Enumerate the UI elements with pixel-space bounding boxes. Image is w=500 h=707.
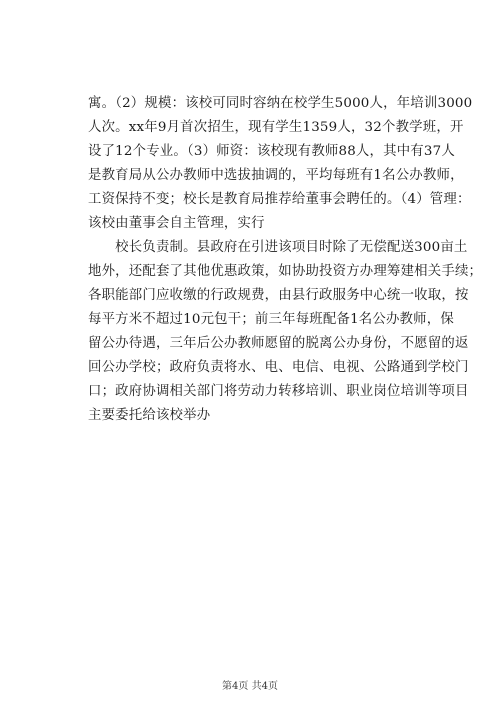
paragraph-line: 工资保持不变；校长是教育局推荐给董事会聘任的。（4）管理： bbox=[88, 192, 471, 207]
paragraph-2 bbox=[88, 236, 483, 428]
paragraph-line: 口；政府协调相关部门将劳动力转移培训、职业岗位培训等项目 bbox=[88, 384, 469, 399]
paragraph-line: 每平方米不超过10元包干；前三年每班配备1名公办教师，保 bbox=[88, 312, 454, 327]
paragraph-line: 留公办待遇，三年后公办教师愿留的脱离公办身份，不愿留的返 bbox=[88, 336, 469, 351]
paragraph-line: 地外，还配套了其他优惠政策，如协助投资方办理筹建相关手续； bbox=[88, 264, 483, 279]
page-number-footer: 第4页 共4页 bbox=[222, 681, 278, 692]
paragraph-line: 该校由董事会自主管理，实行 bbox=[88, 216, 265, 231]
paragraph-line: 校长负责制。县政府在引进该项目时除了无偿配送300亩土 bbox=[88, 240, 468, 255]
paragraph-line: 主要委托给该校举办 bbox=[88, 408, 211, 423]
paragraph-line: 各职能部门应收缴的行政规费，由县行政服务中心统一收取，按 bbox=[88, 288, 469, 303]
paragraph-line: 设了12个专业。（3）师资：该校现有教师88人，其中有37人 bbox=[88, 144, 455, 159]
paragraph-line: 是教育局从公办教师中选拔抽调的，平均每班有1名公办教师， bbox=[88, 168, 464, 183]
paragraph-line: 人次。xx年9月首次招生，现有学生1359人，32个教学班，开 bbox=[88, 120, 464, 135]
paragraph-line: 回公办学校；政府负责将水、电、电信、电视、公路通到学校门 bbox=[88, 360, 469, 375]
paragraph-1 bbox=[88, 92, 473, 236]
paragraph-line: 寓。（2）规模：该校可同时容纳在校学生5000人，年培训3000 bbox=[88, 96, 473, 111]
